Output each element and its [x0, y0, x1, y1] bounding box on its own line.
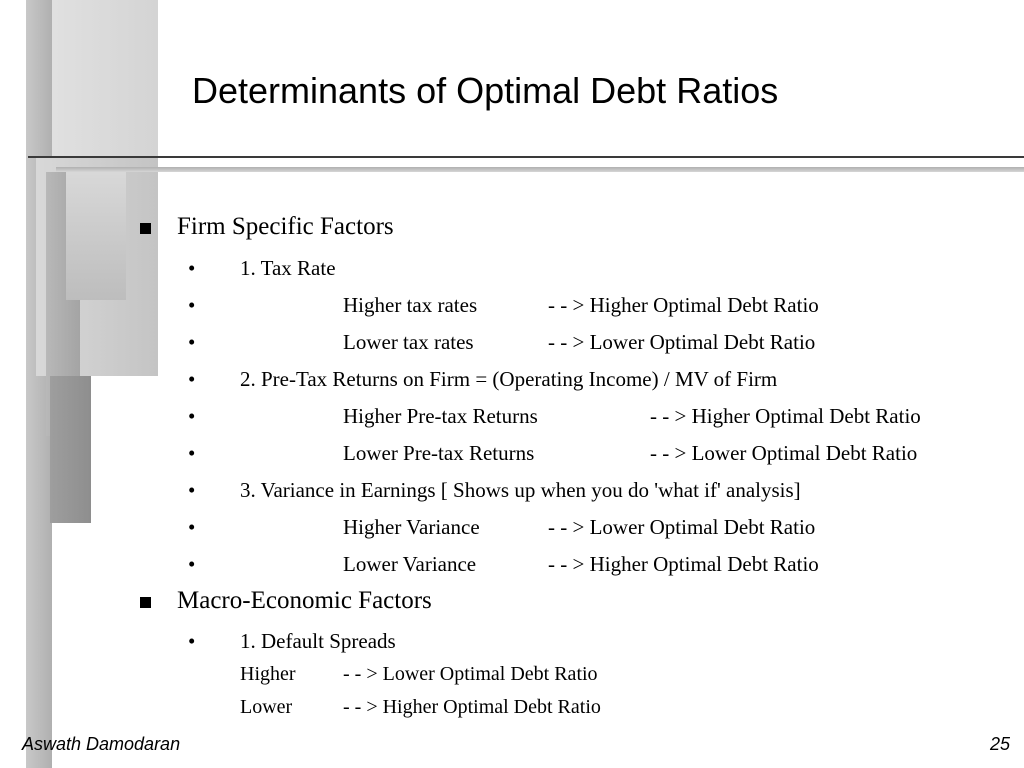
bullet-icon: • [188, 404, 196, 428]
bullet-icon: • [188, 293, 196, 317]
list-item: 1. Tax Rate [240, 256, 336, 280]
list-item-label: Lower tax rates [343, 330, 474, 354]
list-item-result: - - > Lower Optimal Debt Ratio [548, 515, 816, 539]
title-rule [28, 156, 1024, 158]
list-item-label: Lower Pre-tax Returns [343, 441, 535, 465]
sub-item-result: - - > Lower Optimal Debt Ratio [343, 663, 598, 685]
bullet-icon: • [188, 629, 196, 653]
decor-block [50, 376, 91, 523]
list-item-result: - - > Higher Optimal Debt Ratio [548, 552, 819, 576]
bullet-icon: • [188, 515, 196, 539]
section-heading: Macro-Economic Factors [177, 587, 432, 614]
bullet-icon: • [188, 441, 196, 465]
section-heading: Firm Specific Factors [177, 213, 394, 240]
list-item-result: - - > Lower Optimal Debt Ratio [548, 330, 816, 354]
list-item-result: - - > Lower Optimal Debt Ratio [650, 441, 918, 465]
decor-block [66, 172, 126, 300]
sub-item-label: Lower [240, 696, 293, 718]
list-item-result: - - > Higher Optimal Debt Ratio [548, 293, 819, 317]
list-item-label: Higher Variance [343, 515, 480, 539]
list-item-label: Higher Pre-tax Returns [343, 404, 538, 428]
page-number: 25 [989, 734, 1010, 754]
square-bullet-icon [140, 597, 151, 608]
sub-item-label: Higher [240, 663, 296, 685]
slide-title: Determinants of Optimal Debt Ratios [192, 70, 779, 111]
list-item: 2. Pre-Tax Returns on Firm = (Operating Income) / MV of Firm [240, 367, 778, 391]
bullet-icon: • [188, 552, 196, 576]
bullet-icon: • [188, 330, 196, 354]
title-rule-shadow [56, 167, 1024, 172]
sub-item-result: - - > Higher Optimal Debt Ratio [343, 696, 601, 718]
bullet-icon: • [188, 256, 196, 280]
square-bullet-icon [140, 223, 151, 234]
decor-block [52, 0, 158, 158]
list-item-label: Lower Variance [343, 552, 477, 576]
list-item-label: Higher tax rates [343, 293, 478, 317]
bullet-icon: • [188, 367, 196, 391]
footer-author: Aswath Damodaran [22, 734, 181, 754]
list-item-result: - - > Higher Optimal Debt Ratio [650, 404, 921, 428]
list-item: 1. Default Spreads [240, 629, 396, 653]
list-item: 3. Variance in Earnings [ Shows up when you do 'what if' analysis] [240, 478, 801, 502]
bullet-icon: • [188, 478, 196, 502]
